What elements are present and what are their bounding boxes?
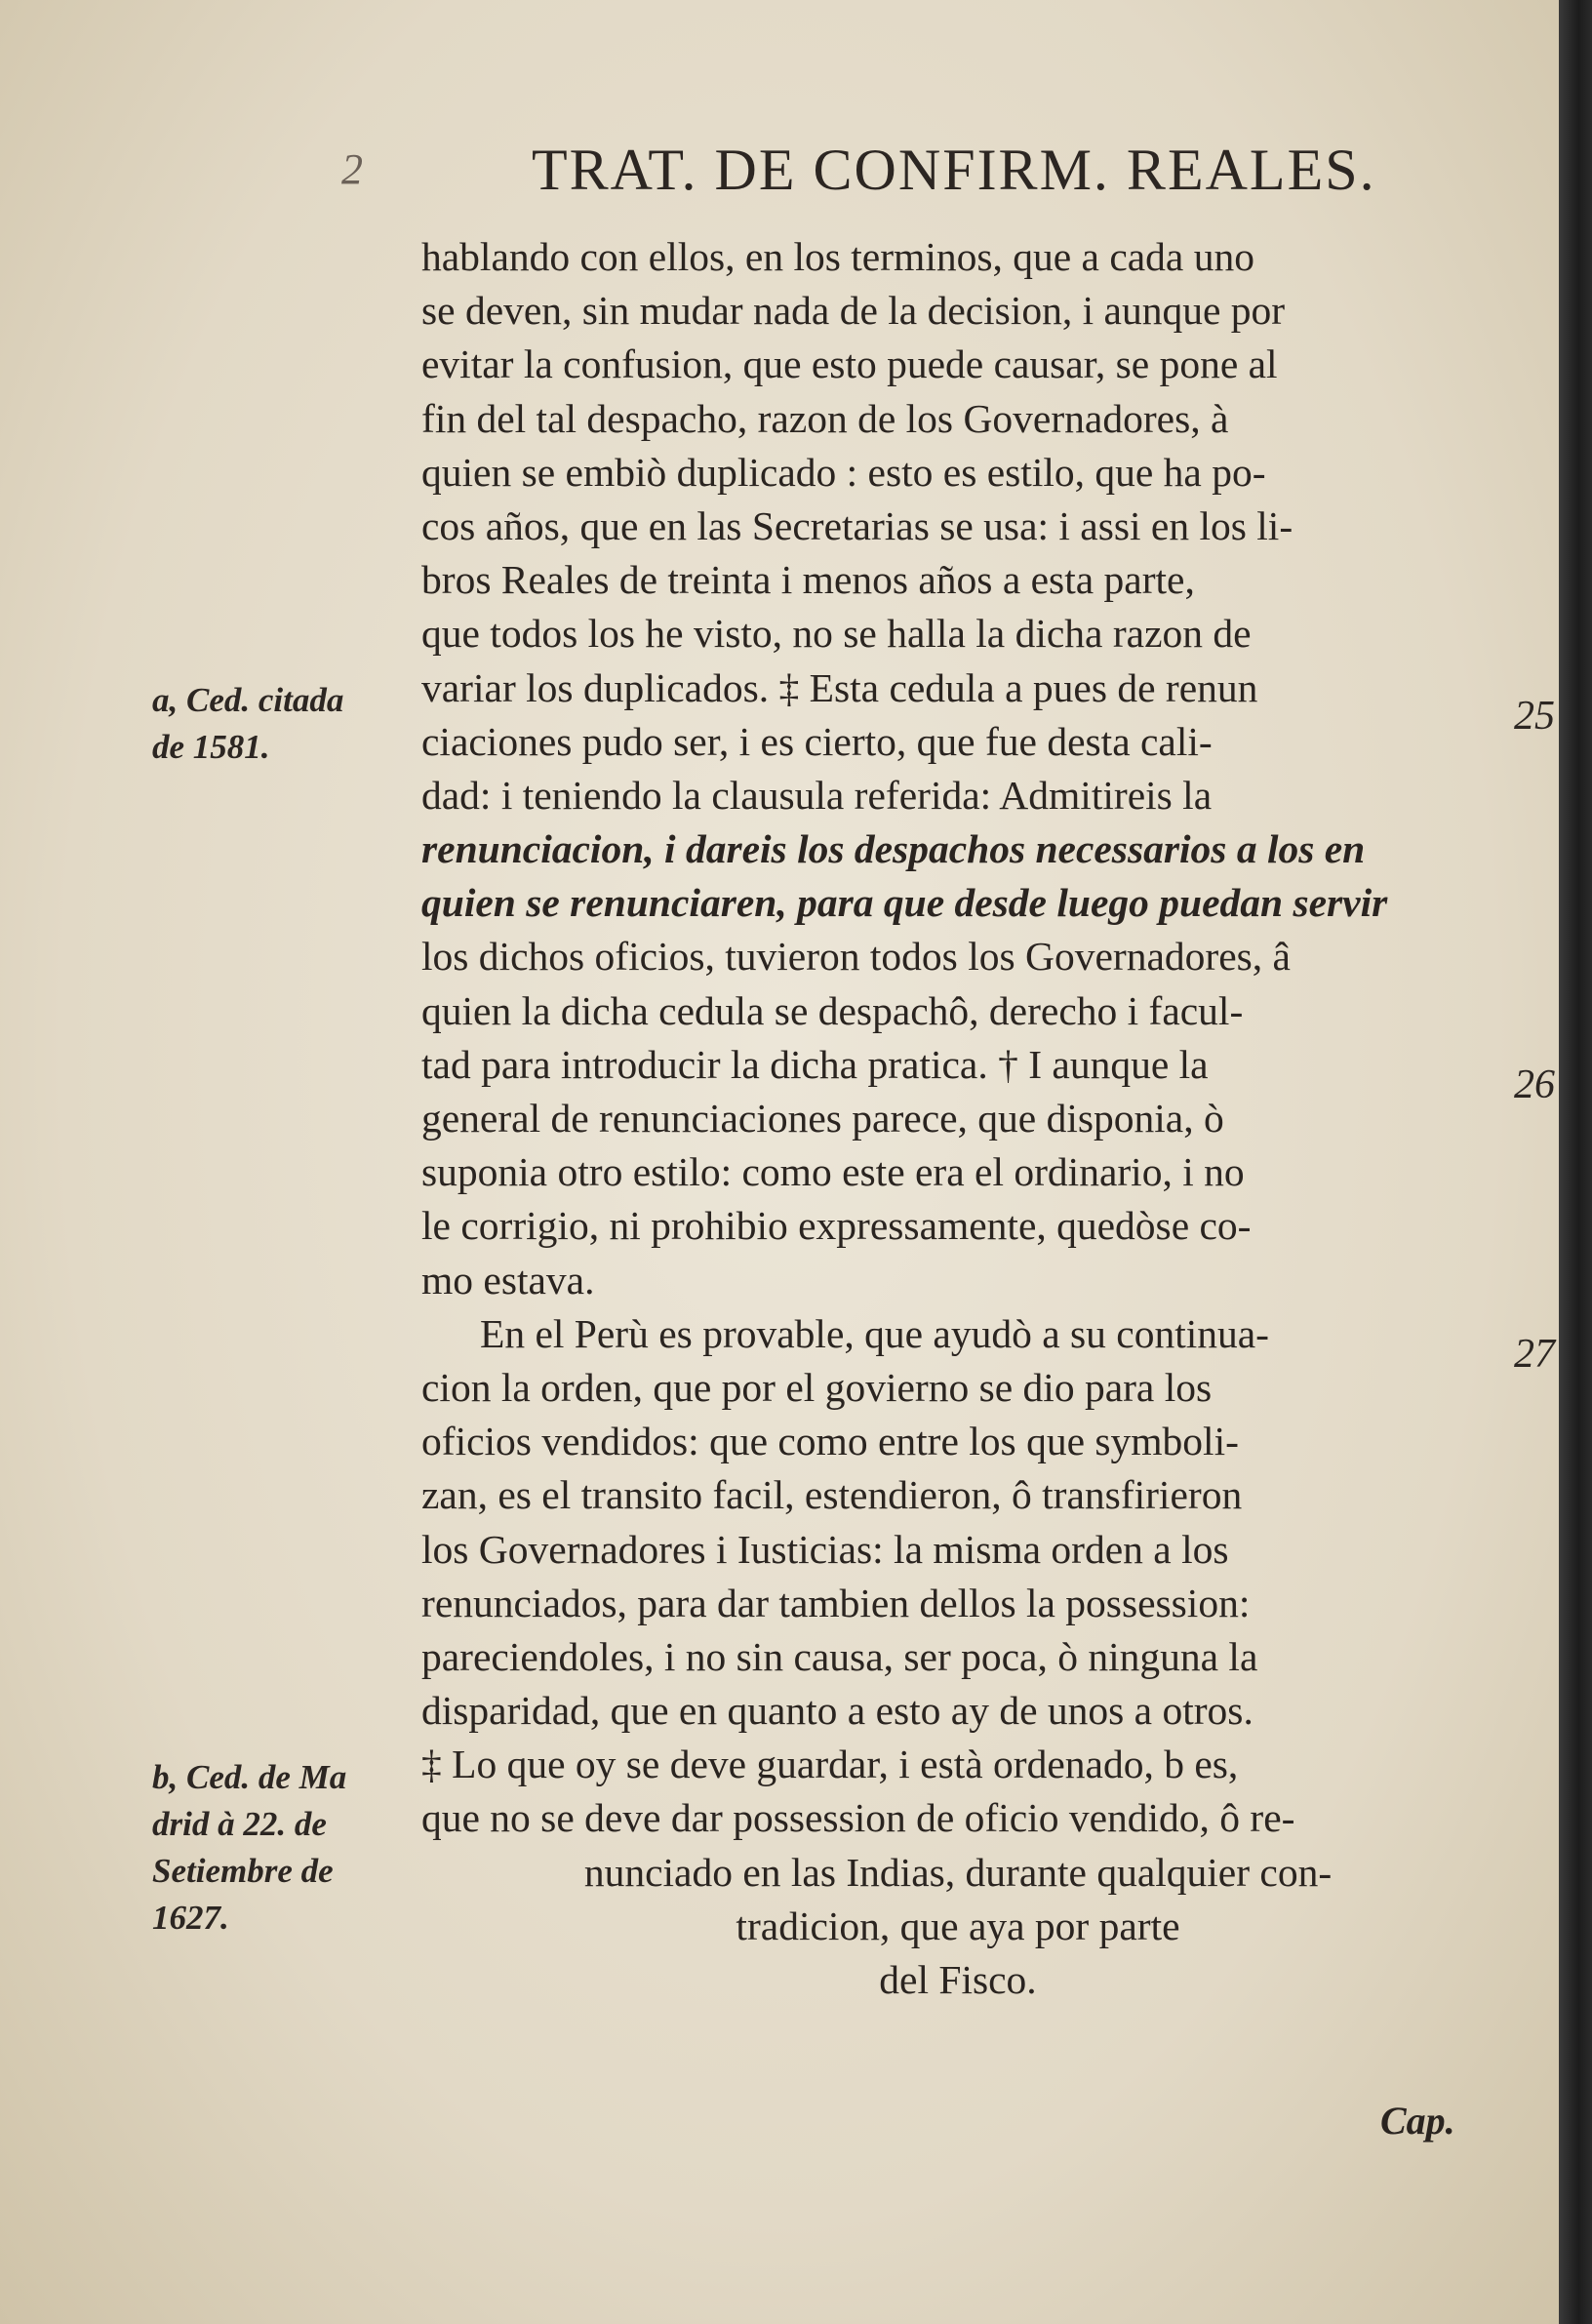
text-line: disparidad, que en quanto a esto ay de unos a otros. — [421, 1688, 1254, 1734]
page-edge — [1559, 0, 1592, 2324]
text-line: que no se deve dar possession de oficio vendido, ô re- — [421, 1795, 1295, 1841]
text-line: los dichos oficios, tuvieron todos los Governadores, â — [421, 934, 1291, 980]
text-line: zan, es el transito facil, estendieron, ô transfirieron — [421, 1472, 1243, 1518]
text-line: hablando con ellos, en los terminos, que a cada uno — [421, 234, 1254, 279]
paragraph-number-26: 26 — [1514, 1062, 1555, 1107]
text-line: general de renunciaciones parece, que disponia, ò — [421, 1096, 1224, 1141]
text-line: evitar la confusion, que esto puede causar, se pone al — [421, 341, 1278, 387]
margin-note-a — [152, 677, 343, 771]
text-line: mo estava. — [421, 1257, 595, 1302]
paragraph-number-25: 25 — [1514, 694, 1555, 739]
text-line: oficios vendidos: que como entre los que symboli- — [421, 1419, 1239, 1464]
margin-note-line: drid à 22. de — [152, 1805, 327, 1843]
page-header — [341, 137, 1414, 205]
italic-quote-line: renunciacion, i dareis los despachos necessarios a los en — [421, 826, 1366, 872]
catchword: Cap. — [1380, 2099, 1455, 2143]
text-line: variar los duplicados. ‡ Esta cedula a pues de renun — [421, 664, 1258, 710]
text-line: fin del tal despacho, razon de los Governadores, à — [421, 395, 1229, 441]
margin-note-line: b, Ced. de Ma — [152, 1758, 347, 1796]
text-line: se deven, sin mudar nada de la decision, i aunque por — [421, 288, 1286, 334]
margin-note-b — [152, 1754, 346, 1942]
text-line: suponia otro estilo: como este era el ordinario, i no — [421, 1149, 1245, 1195]
text-line: cos años, que en las Secretarias se usa: i assi en los li- — [421, 502, 1294, 548]
text-line: nunciado en las Indias, durante qualquier con- — [583, 1849, 1333, 1895]
text-line: quien se embiò duplicado : esto es estilo, que ha po- — [421, 449, 1266, 495]
margin-note-line: a, Ced. citada — [152, 681, 344, 719]
text-line: quien la dicha cedula se despachô, derecho i facul- — [421, 987, 1244, 1033]
text-line: bros Reales de treinta i menos años a esta parte, — [421, 557, 1195, 603]
text-line: cion la orden, que por el govierno se dio para los — [421, 1364, 1213, 1410]
text-line: dad: i teniendo la clausula referida: Admitireis la — [421, 772, 1213, 818]
running-title: TRAT. DE CONFIRM. REALES. — [532, 138, 1376, 202]
text-line: los Governadores i Iusticias: la misma orden a los — [421, 1526, 1229, 1572]
text-line: renunciados, para dar tambien dellos la possession: — [421, 1580, 1251, 1625]
margin-note-line: 1627. — [152, 1899, 229, 1937]
margin-note-line: Setiembre de — [152, 1852, 334, 1890]
text-line: En el Perù es provable, que ayudò a su continua- — [480, 1310, 1270, 1356]
page-number: 2 — [341, 145, 363, 193]
text-line: le corrigio, ni prohibio expressamente, quedòse co- — [421, 1203, 1252, 1249]
text-line: tradicion, que aya por parte — [736, 1903, 1180, 1948]
text-line: ‡ Lo que oy se deve guardar, i està ordenado, b es, — [421, 1742, 1239, 1787]
margin-note-line: de 1581. — [152, 728, 270, 766]
text-line: tad para introducir la dicha pratica. † I aunque la — [421, 1041, 1209, 1087]
italic-quote-line: quien se renunciaren, para que desde luego puedan servir — [421, 880, 1388, 926]
body-text — [421, 230, 1494, 2007]
paragraph-number-27: 27 — [1514, 1332, 1555, 1377]
text-line: ciaciones pudo ser, i es cierto, que fue desta cali- — [421, 718, 1213, 764]
text-line: pareciendoles, i no sin causa, ser poca, ò ninguna la — [421, 1633, 1258, 1679]
text-line: que todos los he visto, no se halla la dicha razon de — [421, 611, 1252, 657]
text-line: del Fisco. — [879, 1957, 1037, 2002]
